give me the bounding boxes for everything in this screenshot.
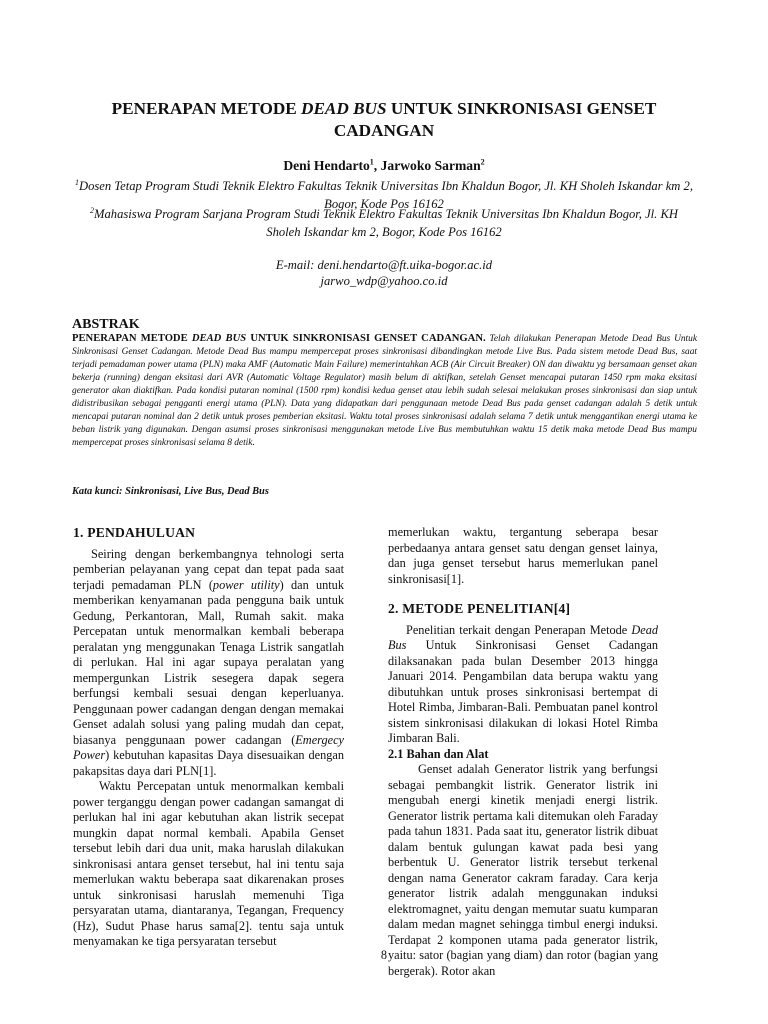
p1-text-c: ) kebutuhan kapasitas Daya disesuaikan dengan pakapsitas daya dari PLN[1]. bbox=[73, 748, 344, 778]
p1-text-b: ) dan untuk memberikan kenyamanan pada pengguna baik untuk Gedung, Perkantoran, Mall, Rumah sakit. maka Percepatan untuk menormalkan kembali beberapa peralatan yng menggunakan Tenaga Listrik sangatlah di perlukan. Hal ini agar supaya peralatan yang mempergunkan Listrik sesegera dapak segera berfungsi kembali sesuai dengan keperluanya. Penggunaan power cadangan dengan dengan memakai Genset adalah solusi yang paling mudah dan cepat, biasanya penggunaan power cadangan ( bbox=[73, 577, 344, 747]
section-1-continuation: memerlukan waktu, tergantung seberapa besar perbedaanya antara genset satu dengan genset lainya, dan juga genset tersebut harus memerlukan panel sinkronisasi[1]. bbox=[388, 525, 658, 586]
section-2-paragraph-1 bbox=[388, 623, 658, 747]
section-1-paragraph-2: Waktu Percepatan untuk menormalkan kembali power terganggu dengan power cadangan samangat di perlukan hal ini agar kebutuhan akan listrik secepat mungkin dapat normal kembali. Apabila Genset tersebut lebih dari dua unit, maka haruslah dilakukan sinkronisasi antara genset tersebut, hal ini tentu saja memerlukan waktu beberapa saat dikarenakan proses untuk sinkronisasi haruslah memenuhi Tiga persyaratan utama, diantaranya, Tegangan, Frequency (Hz), Sudut Phase harus sama[2]. tentu saja untuk menyamakan ke tiga persyaratan tersebut bbox=[73, 779, 344, 948]
paper-title bbox=[60, 98, 708, 142]
abstract-title-1: PENERAPAN METODE bbox=[72, 333, 192, 344]
affiliation-2 bbox=[72, 206, 696, 241]
affiliation-2-sup: 2 bbox=[90, 205, 95, 215]
p1-italic-2: Emergecy Power bbox=[73, 732, 344, 762]
author-1: Deni Hendarto bbox=[283, 158, 370, 173]
email-line-1: E-mail: deni.hendarto@ft.uika-bogor.ac.id bbox=[275, 258, 493, 272]
abstract-title-2: UNTUK SINKRONISASI GENSET CADANGAN. bbox=[246, 333, 486, 344]
spacer bbox=[388, 587, 658, 601]
author-list bbox=[60, 158, 708, 174]
email-line-2: jarwo_wdp@yahoo.co.id bbox=[320, 274, 448, 288]
abstract-text: Telah dilakukan Penerapan Metode Dead Bus Untuk Sinkronisasi Genset Cadangan. Metode Dead Bus mampu mempercepat proses sinkronisasi dibandingkan metode Live Bus. Pada sistem metode Dead Bus, saat terjadi pemadaman power utama (PLN) maka AMF (Automatic Main Failure) memerintahkan ACB (Air Circuit Breaker) ON dan diwaktu yg bersamaan genset akan bekerja (running) dengan eksitasi dari AVR (Automatic Voltage Regulator) masih belum di aktifkan, setelah Genset mencapai putaran 1450 rpm maka eksitasi generator akan diaktifkan. Pada kondisi putaran nominal (1500 rpm) kondisi kedua genset atau lebih sudah selesai melakukan proses sinkronisasi dan siap untuk didistribusikan sebagai pengganti energi utama (PLN). Data yang didapatkan dari penggunaan metode Dead Bus pada genset cadangan adalah 5 detik untuk mencapai putaran nominal dan 2 detik untuk proses pemberian eksitasi. Waktu total proses sinkronisasi adalah selama 7 detik untuk menggantikan energi utama ke beban listrik yang digunakan. Dengan asumsi proses sinkronisasi menggunakan metode Live Bus membutuhkan waktu 15 detik maka metode Dead Bus mampu mempercepat proses sinkronisasi selama 8 detik. bbox=[72, 334, 697, 448]
title-text-1: PENERAPAN METODE bbox=[111, 99, 302, 118]
subsection-2-1-paragraph: Genset adalah Generator listrik yang berfungsi sebagai pembangkit listrik. Generator listrik ini mengubah energi kinetik menjadi energi listrik. Generator listrik pertama kali ditemukan oleh Faraday pada tahun 1831. Pada saat itu, generator listrik dibuat dalam bentuk gulungan kawat pada besi yang berbentuk U. Generator listrik tersebut terkenal dengan nama Generator cakram faraday. Cara kerja generator listrik adalah menggunakan induksi elektromagnet, yaitu dengan memutar suatu kumparan dalam medan magnet sehingga timbul energi induksi. Terdapat 2 komponen utama pada generator listrik, yaitu: sator (bagian yang diam) dan rotor (bagian yang bergerak). Rotor akan bbox=[388, 762, 658, 978]
section-1-paragraph-1 bbox=[73, 547, 344, 780]
affiliation-1-sup: 1 bbox=[74, 177, 79, 187]
affiliation-1-text: Dosen Tetap Program Studi Teknik Elektro Fakultas Teknik Universitas Ibn Khaldun Bogor, Jl. KH Sholeh Iskandar km 2, Bogor, Kode Pos 16162 bbox=[78, 179, 694, 211]
abstract-title bbox=[72, 333, 486, 344]
p3-italic: Dead Bus bbox=[388, 622, 658, 652]
left-column bbox=[73, 525, 344, 950]
p1-text-a: Seiring dengan berkembangnya tehnologi serta pemberian pelayanan yang cepat dan tepat pada saat terjadi pemadaman PLN ( bbox=[73, 546, 344, 592]
author-separator: , bbox=[373, 158, 381, 173]
abstract-body bbox=[72, 333, 697, 450]
section-2-heading: 2. METODE PENELITIAN[4] bbox=[388, 601, 571, 616]
title-italic: DEAD BUS bbox=[301, 99, 387, 118]
email-block bbox=[60, 257, 708, 289]
page-number: 8 bbox=[380, 948, 388, 962]
subsection-2-1-heading: 2.1 Bahan dan Alat bbox=[388, 746, 489, 761]
p3-text-b: Untuk Sinkronisasi Genset Cadangan dilaksanakan pada bulan Desember 2013 hingga Januari 2014. Pengambilan data berupa waktu yang dibutuhkan untuk proses sinkronisasi bertempat di Hotel Rimba, Jimbaran-Bali. Pembuatan panel kontrol sistem sinkronisasi dilakukan di lokasi Hotel Rimba Jimbaran Bali. bbox=[388, 638, 658, 745]
keywords: Kata kunci: Sinkronisasi, Live Bus, Dead Bus bbox=[72, 486, 269, 497]
section-1-heading: 1. PENDAHULUAN bbox=[73, 525, 196, 540]
author-2: Jarwoko Sarman bbox=[380, 158, 481, 173]
author-1-sup: 1 bbox=[369, 157, 374, 167]
p3-text-a: Penelitian terkait dengan Penerapan Metode bbox=[406, 622, 632, 637]
abstract-title-italic: DEAD BUS bbox=[191, 333, 247, 344]
p1-italic-1: power utility bbox=[212, 577, 280, 592]
affiliation-2-text: Mahasiswa Program Sarjana Program Studi Teknik Elektro Fakultas Teknik Universitas Ibn Khaldun Bogor, Jl. KH Sholeh Iskandar km 2, Bogor, Kode Pos 16162 bbox=[94, 207, 678, 239]
author-2-sup: 2 bbox=[480, 157, 485, 167]
title-text-2: UNTUK SINKRONISASI GENSET CADANGAN bbox=[333, 99, 657, 140]
right-column bbox=[388, 525, 658, 979]
abstract-heading: ABSTRAK bbox=[72, 317, 140, 332]
